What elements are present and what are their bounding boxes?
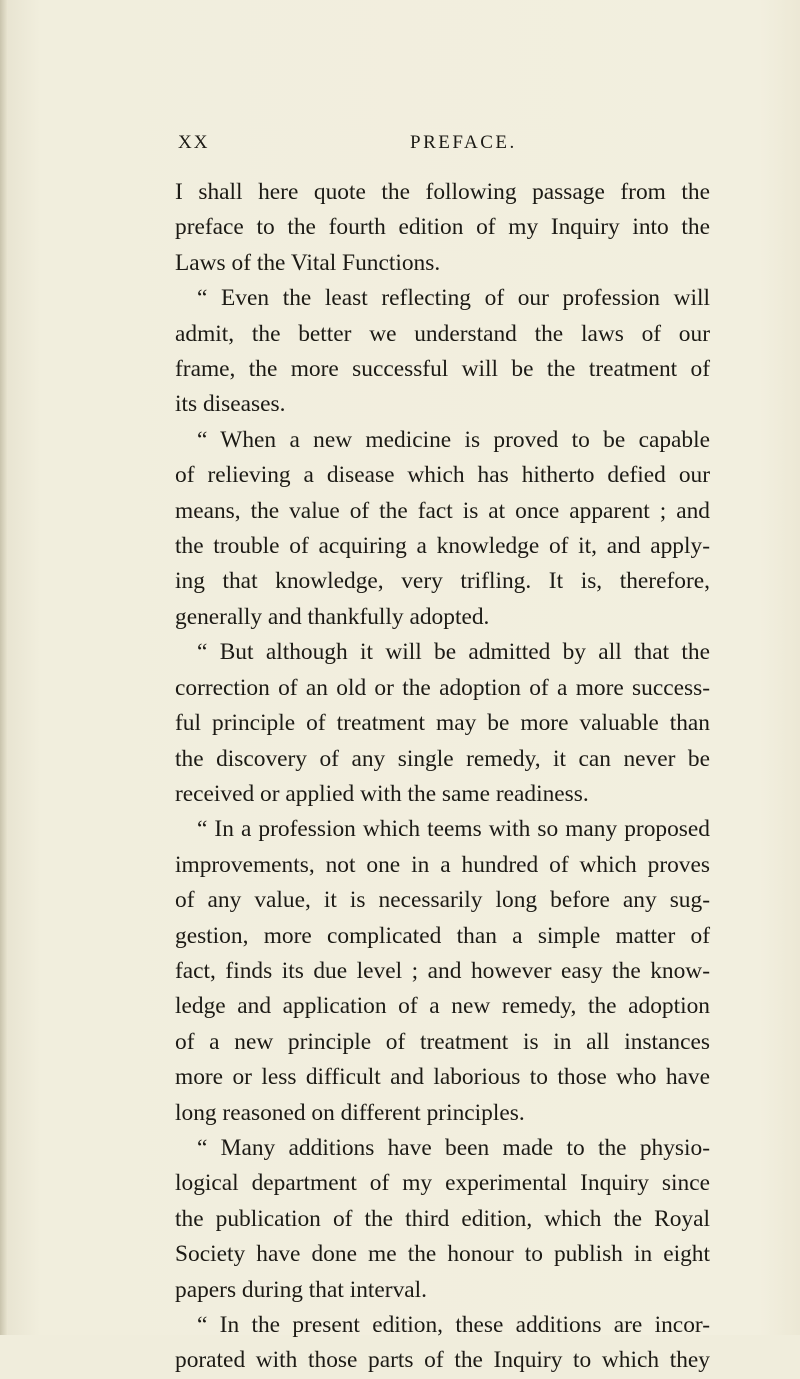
text-line: papers during that interval. <box>175 1276 428 1303</box>
page-number: XX <box>178 132 210 153</box>
text-line: “ In the present edition, these additions are incor- <box>197 1312 710 1338</box>
text-line: preface to the fourth edition of my Inquiry into the <box>175 214 710 241</box>
text-line: of a new principle of treatment is in all instances <box>175 1028 710 1055</box>
text-line: logical department of my experimental Inquiry since <box>175 1170 710 1197</box>
text-line: the trouble of acquiring a knowledge of it, and apply- <box>175 533 710 560</box>
text-line: “ When a new medicine is proved to be capable <box>197 426 710 453</box>
text-line: “ But although it will be admitted by all that the <box>197 639 710 666</box>
text-line: of relieving a disease which has hitherto defied our <box>175 462 710 489</box>
text-line: “ Even the least reflecting of our profession will <box>197 285 710 312</box>
text-line: correction of an old or the adoption of a more success- <box>175 674 710 701</box>
running-title: PREFACE. <box>410 132 517 153</box>
text-line: gestion, more complicated than a simple matter of <box>175 922 710 949</box>
text-line: Laws of the Vital Functions. <box>175 249 441 276</box>
text-line: means, the value of the fact is at once apparent ; and <box>175 497 710 524</box>
text-line: frame, the more successful will be the treatment of <box>175 356 710 383</box>
body-text <box>175 175 710 1379</box>
text-line: “ In a profession which teems with so many proposed <box>197 816 710 843</box>
text-line: fact, finds its due level ; and however easy the know- <box>175 957 710 984</box>
text-line: ful principle of treatment may be more valuable than <box>175 710 710 737</box>
text-line: “ Many additions have been made to the physio- <box>197 1134 710 1161</box>
text-line: porated with those parts of the Inquiry to which they <box>175 1347 710 1374</box>
text-line: admit, the better we understand the laws of our <box>175 320 710 347</box>
text-line: ing that knowledge, very trifling. It is, therefore, <box>175 568 710 595</box>
text-line: ledge and application of a new remedy, the adoption <box>175 993 710 1020</box>
text-line: the publication of the third edition, which the Royal <box>175 1205 710 1232</box>
text-line: improvements, not one in a hundred of which proves <box>175 851 710 878</box>
text-line: of any value, it is necessarily long before any sug- <box>175 887 710 914</box>
text-line: I shall here quote the following passage from the <box>175 179 710 205</box>
running-head <box>0 132 800 162</box>
page-binding-edge <box>0 0 8 1335</box>
text-line: more or less difficult and laborious to those who have <box>175 1064 710 1091</box>
text-line: received or applied with the same readiness. <box>175 780 589 807</box>
text-line: its diseases. <box>175 391 286 418</box>
text-line: Society have done me the honour to publish in eight <box>175 1241 710 1268</box>
text-line: generally and thankfully adopted. <box>175 603 490 630</box>
text-line: long reasoned on different principles. <box>175 1099 525 1126</box>
text-line: the discovery of any single remedy, it can never be <box>175 745 710 772</box>
